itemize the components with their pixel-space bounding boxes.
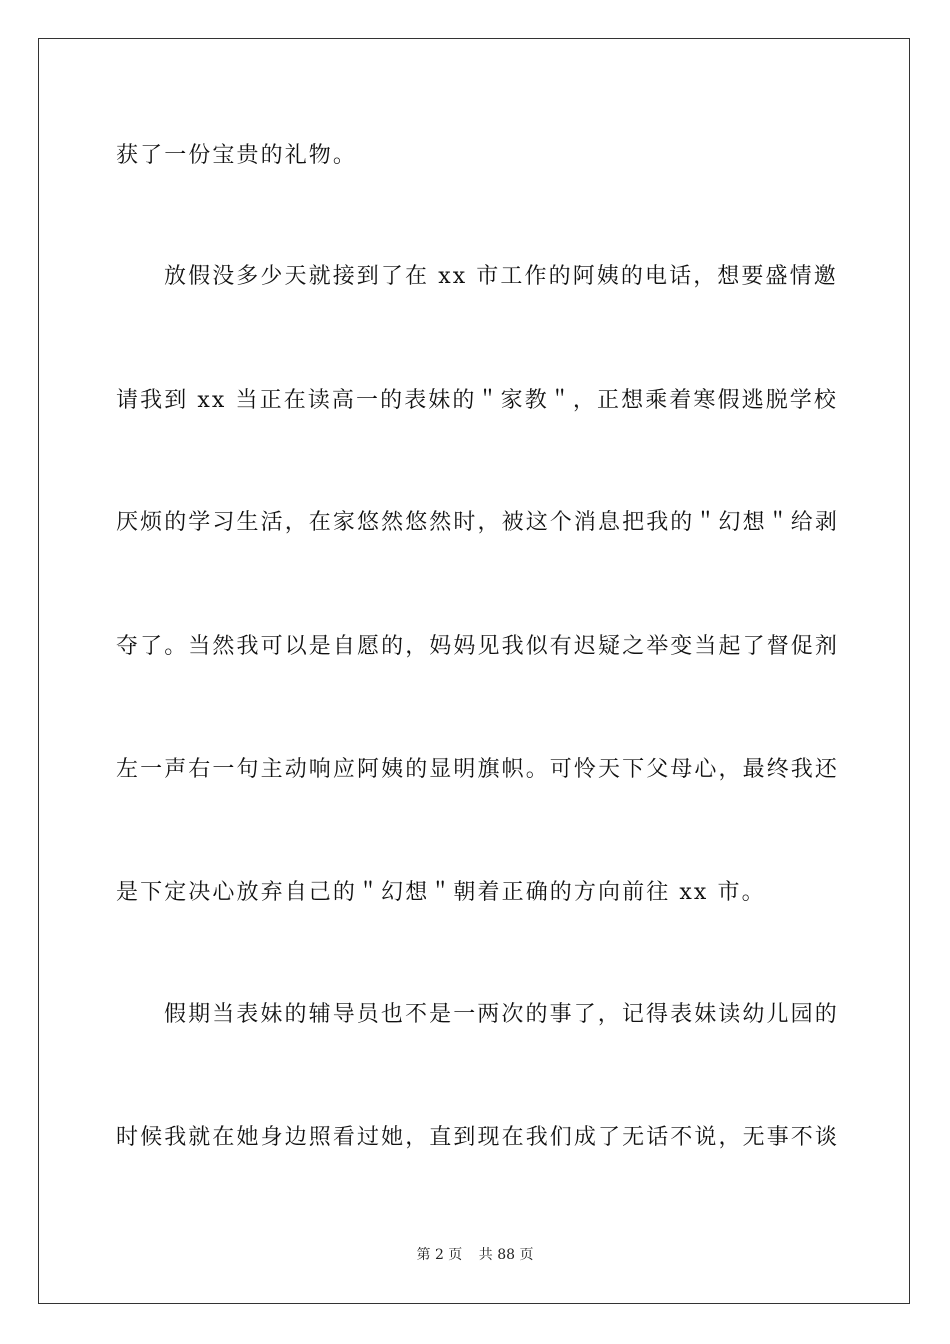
text-line-2: 放假没多少天就接到了在 xx 市工作的阿姨的电话，想要盛情邀: [164, 264, 838, 289]
page-footer: [0, 1244, 950, 1264]
text-line-8: 假期当表妹的辅导员也不是一两次的事了，记得表妹读幼儿园的: [164, 1002, 839, 1027]
page-border: [38, 38, 910, 1304]
text-line-6: 左一声右一句主动响应阿姨的显明旗帜。可怜天下父母心，最终我还: [116, 757, 840, 782]
text-line-3: 请我到 xx 当正在读高一的表妹的＂家教＂，正想乘着寒假逃脱学校: [116, 388, 839, 413]
text-line-5: 夺了。当然我可以是自愿的，妈妈见我似有迟疑之举变当起了督促剂: [116, 634, 840, 659]
text-line-4: 厌烦的学习生活，在家悠然悠然时，被这个消息把我的＂幻想＂给剥: [116, 510, 840, 535]
text-line-7: 是下定决心放弃自己的＂幻想＂朝着正确的方向前往 xx 市。: [116, 880, 766, 905]
text-line-1: 获了一份宝贵的礼物。: [116, 143, 358, 168]
page-number: 第 2 页: [416, 1247, 463, 1263]
text-line-9: 时候我就在她身边照看过她，直到现在我们成了无话不说，无事不谈: [116, 1125, 840, 1150]
page-total: 共 88 页: [478, 1247, 534, 1263]
